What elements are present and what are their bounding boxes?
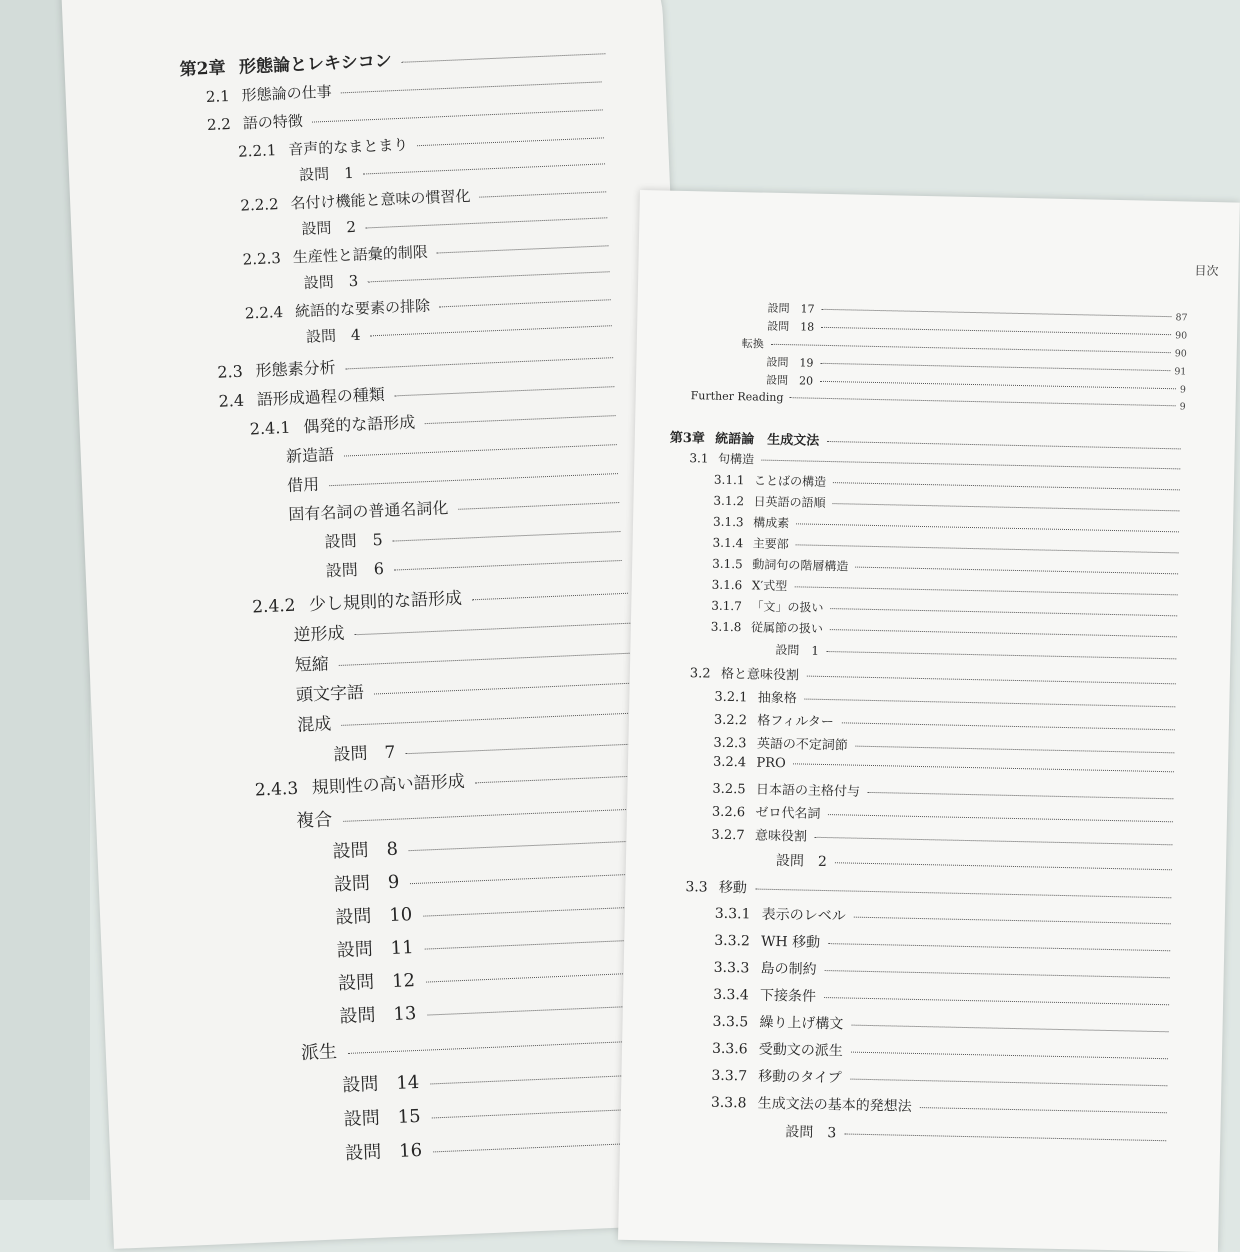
toc-entry	[713, 984, 1173, 1014]
toc-section-number: 3.3.3	[713, 959, 750, 977]
toc-section-title: 日本語の主格付与	[755, 782, 861, 800]
toc-section-title: WH 移動	[760, 933, 821, 951]
toc-entry	[711, 1065, 1171, 1095]
toc-dot-leader	[770, 344, 1170, 353]
toc-page-number: 9	[1179, 384, 1187, 396]
toc-section-number: 3.1.8	[710, 619, 742, 635]
toc-dot-leader	[856, 746, 1175, 754]
toc-dot-leader	[854, 917, 1171, 925]
toc-dot-leader	[365, 217, 607, 228]
toc-section-title: 複合	[295, 809, 333, 832]
toc-dot-leader	[831, 608, 1178, 616]
toc-page-number: 87	[1175, 312, 1188, 324]
toc-section-title: 頭文字語	[295, 682, 365, 706]
toc-section-title: 設問 9	[333, 871, 400, 896]
toc-section-title: 設問 19	[766, 355, 814, 370]
toc-section-title: 混成	[296, 714, 332, 736]
toc-section-number: 3.2	[689, 666, 711, 682]
toc-entry	[336, 923, 652, 962]
toc-section-title: 統語論 生成文法	[715, 431, 820, 449]
toc-section-title: 構成素	[753, 515, 790, 531]
toc-section-number: 2.2.4	[244, 302, 284, 323]
toc-section-number: 2.2	[206, 114, 232, 134]
toc-section-title: 設問 15	[343, 1105, 422, 1131]
toc-page-number: 91	[1174, 366, 1187, 378]
toc-section-title: 設問 16	[344, 1139, 423, 1165]
toc-entry	[339, 989, 655, 1028]
toc-dot-leader	[392, 531, 620, 542]
toc-section-title: 設問 7	[333, 742, 396, 766]
toc-section-title: 設問 13	[339, 1003, 417, 1028]
toc-dot-leader	[439, 299, 611, 307]
toc-section-number: 3.3.6	[711, 1040, 748, 1058]
toc-section-title: 少し規則的な語形成	[308, 588, 463, 616]
toc-section-title: 形態論の仕事	[241, 82, 333, 105]
toc-dot-leader	[825, 970, 1170, 978]
toc-section-title: 設問 12	[337, 970, 416, 995]
toc-dot-leader	[793, 763, 1173, 772]
toc-section-number: 3.3	[685, 879, 708, 896]
left-page	[60, 0, 713, 1249]
toc-dot-leader	[827, 441, 1181, 449]
toc-section-number: 2.3	[217, 361, 244, 382]
toc-section-title: PRO	[756, 755, 786, 772]
toc-section-number: 3.2.2	[713, 712, 748, 729]
toc-entry	[338, 956, 654, 995]
toc-section-title: 設問 2	[775, 852, 828, 871]
toc-section-number: 2.1	[205, 87, 231, 107]
toc-dot-leader	[374, 682, 637, 694]
toc-section-title: 固有名詞の普通名詞化	[288, 498, 449, 524]
toc-section-title: 設問 18	[767, 319, 815, 334]
toc-section-number: 3.2.7	[711, 827, 745, 844]
left-toc	[60, 0, 713, 1249]
toc-entry	[325, 546, 626, 582]
toc-entry	[714, 930, 1174, 960]
toc-dot-leader	[329, 473, 618, 486]
toc-dot-leader	[410, 873, 645, 884]
toc-section-title: 語の特徴	[242, 111, 304, 133]
toc-dot-leader	[845, 1133, 1167, 1141]
toc-section-title: 設問 3	[785, 1124, 837, 1142]
toc-section-number: 2.2.1	[237, 141, 277, 161]
toc-section-number: 2.4.3	[254, 778, 299, 801]
toc-section-title: 逆形成	[293, 623, 345, 646]
toc-section-title: 新造語	[285, 444, 335, 466]
toc-dot-leader	[343, 808, 642, 822]
toc-entry	[333, 727, 644, 765]
toc-dot-leader	[833, 503, 1180, 511]
toc-section-title: 句構造	[717, 451, 755, 467]
toc-section-number: 3.2.1	[714, 689, 748, 706]
toc-dot-leader	[426, 972, 649, 982]
toc-section-title: 設問 4	[305, 325, 361, 347]
toc-dot-leader	[821, 309, 1171, 317]
toc-section-title: 設問 14	[341, 1071, 420, 1097]
toc-section-title: 格と意味役割	[720, 666, 800, 684]
toc-entry	[712, 1011, 1172, 1041]
toc-dot-leader	[427, 1005, 650, 1015]
toc-section-title: 英語の不定詞節	[756, 736, 849, 754]
toc-section-number: 2.4	[218, 390, 245, 411]
toc-dot-leader	[828, 814, 1173, 822]
toc-dot-leader	[755, 889, 1171, 899]
toc-section-title: 従属節の扱い	[750, 620, 824, 636]
toc-entry	[333, 857, 649, 896]
right-toc	[618, 190, 1240, 1252]
toc-page-number: 9	[1179, 401, 1186, 413]
toc-section-number: 3.1.1	[713, 472, 745, 488]
toc-section-title: 主要部	[752, 536, 789, 552]
toc-dot-leader	[868, 792, 1174, 799]
toc-dot-leader	[835, 862, 1172, 870]
toc-dot-leader	[409, 840, 644, 851]
toc-section-title: 設問 5	[324, 530, 384, 552]
toc-dot-leader	[475, 775, 641, 783]
toc-section-number: 第3章	[669, 430, 706, 447]
toc-dot-leader	[855, 567, 1178, 575]
right-page	[618, 190, 1240, 1252]
toc-section-title: 設問 11	[336, 937, 415, 962]
toc-section-title: 表示のレベル	[761, 906, 846, 925]
toc-section-title: 設問 10	[334, 904, 413, 929]
toc-section-title: 下接条件	[759, 987, 817, 1005]
toc-section-number: 3.2.3	[713, 735, 747, 752]
toc-dot-leader	[348, 1040, 652, 1054]
toc-entry	[332, 824, 648, 863]
toc-dot-leader	[850, 1079, 1167, 1087]
toc-section-number: 2.2.3	[242, 249, 282, 269]
toc-dot-leader	[805, 699, 1176, 708]
toc-dot-leader	[920, 1107, 1167, 1113]
toc-page-number: 90	[1174, 348, 1187, 360]
toc-section-title: ことばの構造	[753, 473, 827, 489]
toc-section-title: 日英語の語順	[753, 494, 826, 510]
toc-section-title: 「文」の扱い	[751, 599, 824, 615]
toc-section-title: 名付け機能と意味の慣習化	[290, 187, 471, 213]
toc-dot-leader	[790, 397, 1176, 406]
toc-dot-leader	[852, 1025, 1169, 1033]
toc-section-number: 3.1	[689, 451, 709, 466]
toc-dot-leader	[425, 415, 616, 424]
toc-dot-leader	[341, 81, 602, 93]
toc-entry	[300, 1024, 656, 1065]
toc-section-number: 3.2.6	[711, 804, 746, 821]
toc-dot-leader	[820, 363, 1170, 371]
toc-section-title: 動詞句の階層構造	[752, 557, 849, 574]
toc-entry	[785, 1121, 1170, 1149]
toc-dot-leader	[424, 939, 647, 949]
toc-entry	[335, 890, 651, 929]
toc-section-number: 3.1.5	[712, 556, 743, 572]
toc-section-number: 3.1.7	[711, 598, 742, 614]
toc-dot-leader	[458, 502, 619, 510]
toc-dot-leader	[417, 137, 604, 146]
toc-dot-leader	[820, 381, 1176, 389]
toc-section-title: 設問 1	[298, 163, 355, 185]
running-header: 目次	[1194, 263, 1219, 279]
toc-dot-leader	[761, 460, 1180, 470]
toc-entry	[714, 957, 1174, 987]
toc-section-number: 3.1.3	[712, 514, 744, 530]
toc-section-title: 受動文の派生	[758, 1041, 843, 1060]
toc-dot-leader	[402, 53, 605, 63]
toc-section-title: 借用	[286, 474, 320, 495]
toc-section-title: 形態素分析	[255, 357, 336, 381]
toc-section-title: 偶発的な語形成	[302, 412, 416, 437]
toc-section-title: 生成文法の基本的発想法	[757, 1095, 912, 1115]
toc-dot-leader	[339, 653, 636, 666]
toc-section-title: 意味役割	[754, 828, 808, 845]
toc-dot-leader	[367, 271, 609, 282]
toc-dot-leader	[815, 837, 1173, 845]
toc-section-title: 統語的な要素の排除	[294, 296, 431, 321]
toc-dot-leader	[430, 1074, 653, 1084]
toc-dot-leader	[833, 482, 1180, 490]
toc-section-title: 形態論とレキシコン	[238, 51, 393, 78]
toc-dot-leader	[406, 743, 640, 754]
toc-entry	[342, 1058, 658, 1097]
toc-dot-leader	[394, 560, 622, 571]
toc-dot-leader	[479, 191, 606, 197]
toc-entry	[685, 876, 1175, 906]
toc-section-title: 島の制約	[760, 960, 817, 978]
toc-section-number: 3.3.2	[714, 932, 751, 950]
toc-section-number: 2.2.2	[240, 195, 279, 215]
toc-entry	[711, 1092, 1171, 1122]
toc-dot-leader	[830, 629, 1177, 637]
toc-entry	[712, 1038, 1172, 1068]
toc-section-number: 3.1.4	[712, 535, 744, 551]
toc-section-title: ゼロ代名詞	[755, 805, 821, 822]
toc-section-title: 語形成過程の種類	[256, 384, 386, 410]
toc-section-title: 設問 6	[325, 558, 385, 581]
toc-section-title: 設問 1	[775, 642, 820, 658]
toc-section-number: 3.2.5	[712, 781, 746, 798]
toc-section-title: 格フィルター	[757, 713, 834, 731]
toc-section-number: 3.1.2	[713, 493, 745, 509]
toc-dot-leader	[437, 245, 609, 253]
toc-dot-leader	[394, 386, 614, 396]
toc-section-number: 3.1.6	[711, 577, 743, 593]
toc-section-number: 2.4.1	[249, 417, 291, 439]
toc-entry	[775, 641, 1180, 666]
toc-dot-leader	[794, 586, 1177, 595]
toc-dot-leader	[344, 444, 617, 456]
toc-entry	[345, 1126, 661, 1165]
toc-section-title: Further Reading	[690, 389, 784, 405]
toc-section-number: 3.3.8	[710, 1094, 747, 1112]
toc-section-number: 3.3.4	[712, 986, 749, 1004]
toc-section-number: 3.3.1	[714, 905, 751, 923]
toc-section-title: 抽象格	[757, 690, 798, 707]
toc-entry	[343, 1092, 659, 1131]
toc-section-number: 2.4.2	[251, 595, 296, 618]
toc-section-title: 転換	[741, 337, 764, 351]
toc-entry	[776, 850, 1176, 878]
toc-section-title: 短縮	[294, 654, 330, 676]
toc-dot-leader	[363, 163, 605, 174]
toc-dot-leader	[826, 651, 1176, 659]
toc-section-title: 設問 2	[301, 217, 357, 239]
toc-section-title: 設問 20	[765, 373, 814, 388]
toc-section-number: 第2章	[179, 58, 226, 81]
toc-dot-leader	[807, 676, 1176, 685]
toc-section-title: 繰り上げ構文	[759, 1014, 844, 1033]
toc-section-title: 派生	[300, 1041, 338, 1064]
toc-dot-leader	[796, 523, 1179, 532]
toc-dot-leader	[851, 1052, 1168, 1060]
toc-section-title: 音声的なまとまり	[287, 135, 409, 159]
toc-entry	[715, 903, 1175, 933]
toc-section-number: 3.3.7	[711, 1067, 748, 1085]
toc-section-title: X′式型	[751, 578, 788, 594]
toc-section-number: 3.3.5	[712, 1013, 749, 1031]
toc-section-title: 規則性の高い語形成	[311, 771, 466, 799]
toc-dot-leader	[829, 943, 1171, 951]
toc-section-title: 移動	[718, 879, 748, 897]
toc-section-number: 3.2.4	[712, 754, 747, 771]
toc-section-title: 移動のタイプ	[758, 1068, 842, 1087]
toc-dot-leader	[824, 997, 1169, 1005]
toc-section-title: 設問 17	[767, 301, 815, 316]
toc-section-title: 設問 3	[303, 271, 359, 293]
toc-section-title: 生産性と語彙的制限	[292, 242, 429, 267]
toc-dot-leader	[842, 722, 1175, 730]
toc-dot-leader	[341, 712, 638, 725]
toc-dot-leader	[345, 357, 613, 369]
toc-section-title: 設問 8	[332, 838, 399, 863]
toc-dot-leader	[472, 593, 628, 601]
toc-page-number: 90	[1175, 330, 1188, 342]
toc-dot-leader	[370, 325, 612, 336]
toc-dot-leader	[312, 109, 603, 122]
toc-dot-leader	[423, 906, 646, 916]
toc-dot-leader	[821, 327, 1171, 335]
toc-dot-leader	[796, 544, 1179, 553]
toc-dot-leader	[355, 623, 635, 636]
